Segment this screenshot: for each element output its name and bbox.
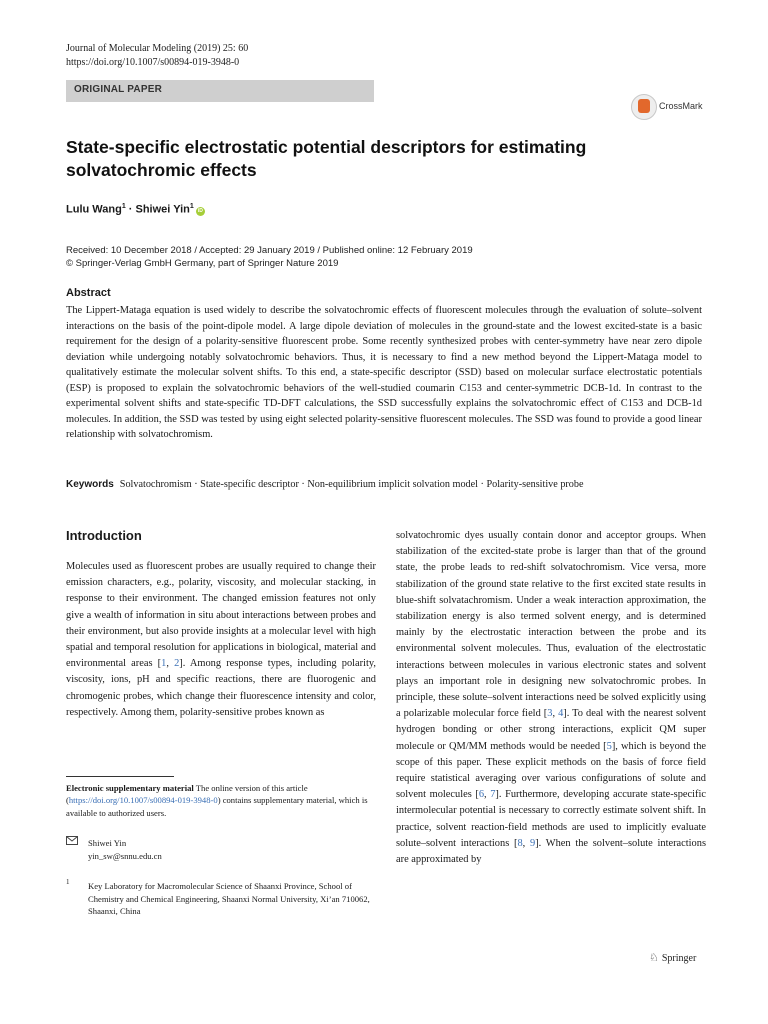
publisher-footer	[649, 951, 696, 964]
esm-label: Electronic supplementary material	[66, 783, 194, 793]
introduction-heading: Introduction	[66, 528, 142, 543]
journal-citation: Journal of Molecular Modeling (2019) 25: 60	[66, 43, 249, 54]
supplementary-note	[66, 782, 378, 819]
crossmark-icon	[631, 94, 657, 120]
crossmark-label: CrossMark	[659, 101, 703, 111]
citation-link[interactable]: 6	[478, 789, 485, 801]
journal-header	[66, 42, 248, 70]
body-text: ,	[484, 789, 491, 801]
author-separator: ·	[125, 203, 136, 216]
keywords-text: Solvatochromism · State-specific descriptor · Non-equilibrium implicit solvation model · Polarity-sensitive probe	[119, 479, 584, 490]
affiliation-marker: 1	[121, 203, 126, 210]
keywords-label: Keywords	[66, 479, 114, 490]
author-name[interactable]: Lulu Wang	[66, 203, 122, 216]
keywords	[66, 479, 706, 490]
paper-title: State-specific electrostatic potential descriptors for estimating solvatochromic effects	[66, 137, 587, 180]
citation-link[interactable]: 9	[529, 837, 536, 849]
publication-dates	[66, 244, 473, 270]
body-text: ,	[522, 837, 530, 849]
affiliation-number: 1	[66, 878, 70, 886]
citation-link[interactable]: 8	[517, 837, 523, 849]
section-label: ORIGINAL PAPER	[74, 84, 162, 95]
envelope-icon	[66, 836, 78, 848]
body-text: ]. Among response types, including polarity, viscosity, ions, pH and specific reactions, there are fluorogenic and chromogenic probes, which change their fluorescence intensity and color, respectively. Among them, polarity-sensitive probes known as	[66, 658, 377, 718]
body-column-right	[396, 528, 706, 868]
author-name[interactable]: Shiwei Yin	[135, 203, 190, 216]
citation-link[interactable]: 1	[161, 658, 167, 670]
history-dates: Received: 10 December 2018 / Accepted: 29 January 2019 / Published online: 12 February 2019	[66, 245, 473, 256]
abstract-text: The Lippert-Mataga equation is used widely to describe the solvatochromic effects of fluorescent molecules through the evaluation of solute–solvent interactions on the basis of the point-dipole model. A large dipole deviation of molecules in the ground-state and the lowest excited-state is a basic requirement for the design of a polarity-sensitive fluorescent probe. Some recently synthesized probes with center-symmetry have near zero dipole deviation while undergoing notably solvatochromic behaviors. Thus, it is necessary to find a new method beyond the Lippert-Mataga model to qualitatively estimate the molecular solvent shifts. To this end, a state-specific descriptor (SSD) based on molecular surface electrostatic potentials (ESP) is proposed to explain the solvatochromic behaviors of the well-studied coumarin C153 and center-symmetric DCB-1d. In contrast to the experimental solvent shifts and state-specific TD-DFT calculations, the SSD successfully explains the solvatochromic effect of C153 and DCB-1d molecules. In addition, the SSD was tested by using eight selected polarity-sensitive fluorescent molecules. The SSD was found to provide a good linear relationship with solvatochromism.	[66, 305, 702, 440]
springer-horse-icon: ♘	[649, 952, 659, 964]
body-text: ,	[552, 708, 559, 720]
affiliation-text: Key Laboratory for Macromolecular Science of Shaanxi Province, School of Chemistry and Chemical Engineering, Shaanxi Normal University, Xi’an 710062, Shaanxi, China	[88, 881, 370, 917]
citation-link[interactable]: 3	[547, 708, 553, 720]
body-text: ]. To deal with the nearest solvent hydrogen bonding or other strong interactions, explicit QM super molecule or QM/MM methods would be needed [	[396, 708, 706, 752]
body-text: ], which is beyond the scope of this paper. These explicit methods on the basis of force field require statistical averaging over various configurations of solute and solvent molecules [	[396, 740, 707, 801]
body-text: ]. Furthermore, developing accurate state-specific intermolecular potential is necessary to correctly estimate solvent shift. In practice, solvent reaction-field methods are used to implicitly evaluate solute–solvent interactions [	[396, 789, 706, 849]
body-text: ]. When the solvent–solute interactions are approximated by	[396, 837, 706, 866]
author-list	[66, 203, 205, 216]
esm-text: ) contains supplementary material, which is available to authorized users.	[66, 795, 368, 818]
abstract-heading: Abstract	[66, 287, 111, 299]
crossmark-badge[interactable]	[631, 94, 735, 120]
corresponding-name: Shiwei Yin	[88, 838, 127, 848]
body-text: ,	[166, 658, 175, 670]
envelope-icon-svg	[66, 836, 78, 845]
esm-link[interactable]: https://doi.org/10.1007/s00894-019-3948-0	[68, 795, 218, 806]
corresponding-email[interactable]: yin_sw@snnu.edu.cn	[88, 850, 162, 861]
affiliation-marker: 1	[189, 203, 194, 210]
citation-link[interactable]: 5	[606, 740, 612, 752]
citation-link[interactable]: 7	[490, 789, 496, 801]
publisher-name: Springer	[661, 953, 697, 964]
footnote-divider	[66, 776, 174, 777]
citation-link[interactable]: 2	[174, 658, 180, 670]
copyright-line: © Springer-Verlag GmbH Germany, part of Springer Nature 2019	[66, 258, 339, 269]
section-band	[66, 80, 374, 102]
body-column-left	[66, 559, 376, 721]
orcid-icon[interactable]: iD	[197, 207, 203, 214]
body-text: solvatochromic dyes usually contain donor and acceptor groups. When stabilization of the excited-state probe is larger than that of the ground state, the probe leads to red-shift solvatochromism. Vice versa, more stabilization of the ground state relative to the first excited state results in blue-shift solvatachromism. Under a weak interaction approximation, the stabilization energy is also termed solvent energy, and is determined mainly by the electrostatic interaction between the probe and its environmental solvent molecules. Thus, evaluation of the electrostatic interactions between molecules in various electronic states and solvent plays an important role in designing new solvatochromic probes. In principle, these solute–solvent interactions need be solved explicitly using a polarizable molecular force field [	[396, 530, 706, 720]
journal-doi[interactable]: https://doi.org/10.1007/s00894-019-3948-0	[66, 57, 240, 68]
citation-link[interactable]: 4	[558, 708, 564, 720]
esm-text: The online version of this article (	[66, 783, 308, 806]
body-text: Molecules used as fluorescent probes are usually required to change their emission characters, e.g., polarity, viscosity, and molecular stacking, in response to their environment. The changed emission features not only give a wealth of information in situ about interactions between probes and their environment, but also provide insights at a molecular level with high spatial and temporal resolution for applications in biological, material and environmental areas [	[66, 561, 376, 670]
corresponding-author	[88, 837, 162, 862]
